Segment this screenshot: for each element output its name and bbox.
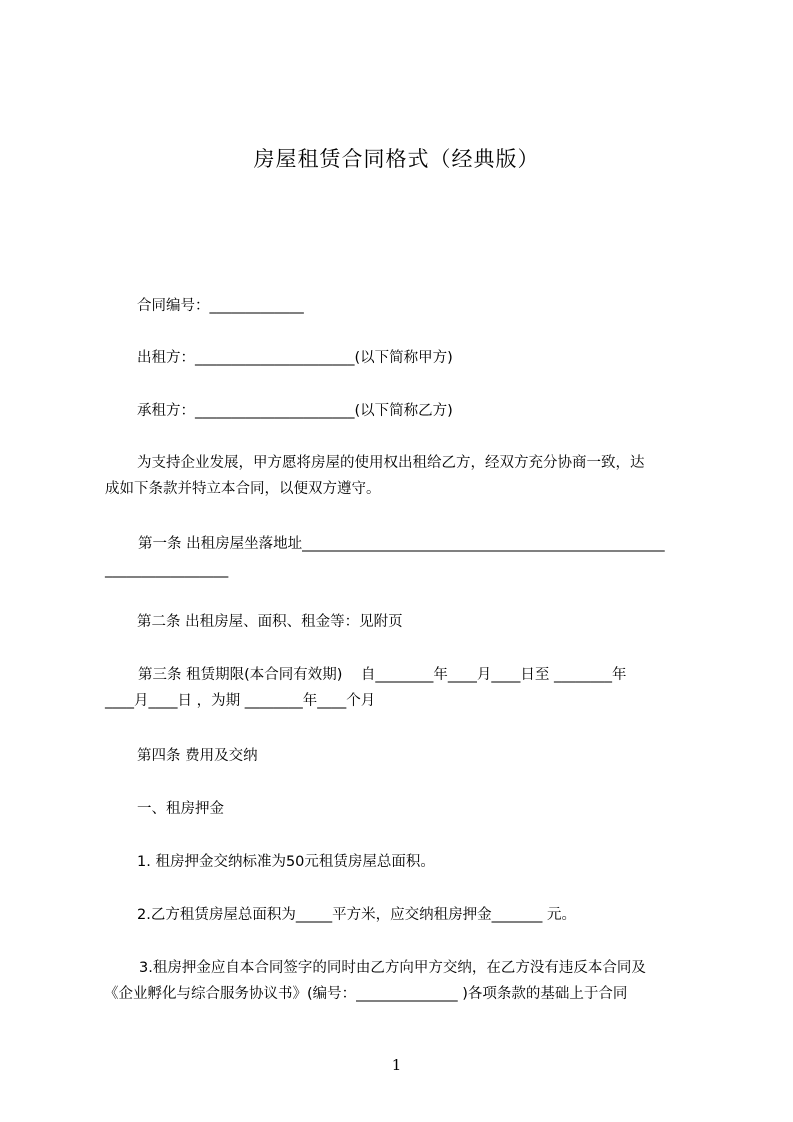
- contract-number-line: 合同编号：_____________: [137, 298, 304, 314]
- item-3-line-2: 《企业孵化与综合服务协议书》(编号：______________ )各项条款的基础上于合同: [104, 986, 628, 1002]
- intro-paragraph: [105, 450, 701, 502]
- intro-line-2: 成如下条款并特立本合同，以便双方遵守。: [105, 481, 381, 497]
- document-title: 房屋租赁合同格式（经典版）: [253, 147, 540, 171]
- item-3-line-1: 3.租房押金应自本合同签字的同时由乙方向甲方交纳，在乙方没有违反本合同及: [139, 960, 646, 976]
- item-3: [104, 955, 704, 1007]
- lessee-line: 承租方：______________________(以下简称乙方): [137, 403, 453, 419]
- article-3-line-2: ____月____日 ，为期 ________年____个月: [105, 693, 376, 709]
- article-1: [105, 531, 701, 583]
- intro-line-1: 为支持企业发展，甲方愿将房屋的使用权出租给乙方，经双方充分协商一致，达: [137, 455, 645, 471]
- item-1: 1. 租房押金交纳标准为50元租赁房屋总面积。: [137, 854, 435, 870]
- article-3-line-1: 第三条 租赁期限(本合同有效期) 自________年____月____日至 ________年: [138, 667, 627, 683]
- article-3: [105, 662, 701, 714]
- page-number: 1: [391, 1056, 402, 1074]
- article-4: 第四条 费用及交纳: [137, 748, 258, 764]
- article-2: 第二条 出租房屋、面积、租金等：见附页: [137, 614, 403, 630]
- lessor-line: 出租方：______________________(以下简称甲方): [137, 350, 453, 366]
- article-1-line-2: _________________: [105, 562, 229, 578]
- section-1-heading: 一、租房押金: [137, 801, 224, 817]
- item-2: 2.乙方租赁房屋总面积为_____平方米，应交纳租房押金_______ 元。: [137, 907, 576, 923]
- article-1-line-1: 第一条 出租房屋坐落地址__________________________________________________: [138, 536, 665, 552]
